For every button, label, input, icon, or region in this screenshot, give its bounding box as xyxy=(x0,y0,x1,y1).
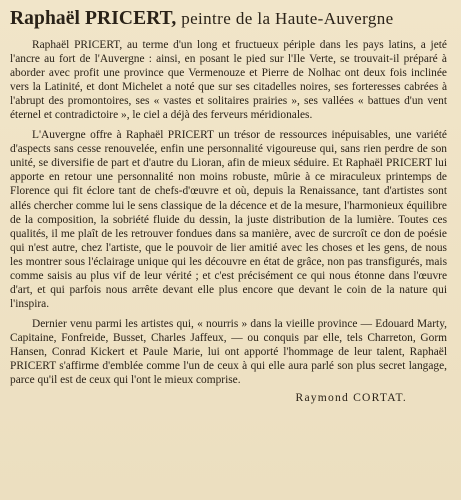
paragraph-1: Raphaël PRICERT, au terme d'un long et fructueux périple dans les pays latins, a jeté l'ancre au fort de l'Auvergne : ainsi, en posant le pied sur l'Ile Verte, se trouvait-il préparé à aborder avec profit une province que Vermenouze et Pierre de Nolhac ont deux fois inclinée vers la Latinité, et dont Michelet a noté que sur ses citadelles noires, ses forteresses cabrées à l'abrupt des promontoires, ses « vastes et solitaires prairies », ses vallées « battues d'un vent éternel et contradictoire », le ciel a déjà des ferveurs méridionales. xyxy=(10,39,447,122)
article-body xyxy=(10,38,447,405)
paragraph-2: L'Auvergne offre à Raphaël PRICERT un trésor de ressources inépuisables, une variété d'aspects sans cesse renouvelée, enfin une personnalité vigoureuse qui, sans rien perdre de son unité, se diversifie de part et d'autre du Lioran, afin de mieux séduire. Et Raphaël PRICERT lui apporte en retour une personnalité non moins robuste, mûrie à ce miraculeux printemps de Florence qui fit éclore tant de chefs-d'œuvre et où, depuis la Renaissance, tant d'artistes sont allés chercher comme lui le sens classique de la décence et de la mesure, l'harmonieux équilibre de la composition, la sobriété fluide du dessin, la juste distribution de la lumière. Toutes ces qualités, il me plaît de les retrouver fondues dans sa manière, avec de surcroît ce don de poésie qui n'est autre, chez l'artiste, que le pouvoir de lier amitié avec les choses et les gens, de nous les montrer sous l'éclairage unique qui les découvre en état de grâce, non pas transfigurés, mais comme saisis au plus vif de leur vérité ; et c'est précisément ce qui nous étonne dans l'œuvre d'art, et qui parfois nous arrête devant elle plus encore que devant le coin de la nature qui l'inspira. xyxy=(10,129,447,310)
paragraph-3: Dernier venu parmi les artistes qui, « nourris » dans la vieille province — Edouard Marty, Capitaine, Fonfreide, Busset, Charles Jaffeux, — ou conquis par elle, tels Charreton, Gorm Hansen, Conrad Kickert et Paule Marie, lui ont apporté l'hommage de leur talent, Raphaël PRICERT s'affirme d'emblée comme l'un de ceux à qui elle aura parlé son plus secret langage, parce qu'il est de ceux qui l'ont le mieux comprise. xyxy=(10,317,447,387)
title-subtitle: peintre de la Haute-Auvergne xyxy=(181,9,394,28)
article-title xyxy=(10,6,447,32)
title-name: Raphaël PRICERT, xyxy=(10,8,177,29)
author-signature: Raymond CORTAT. xyxy=(295,391,407,405)
